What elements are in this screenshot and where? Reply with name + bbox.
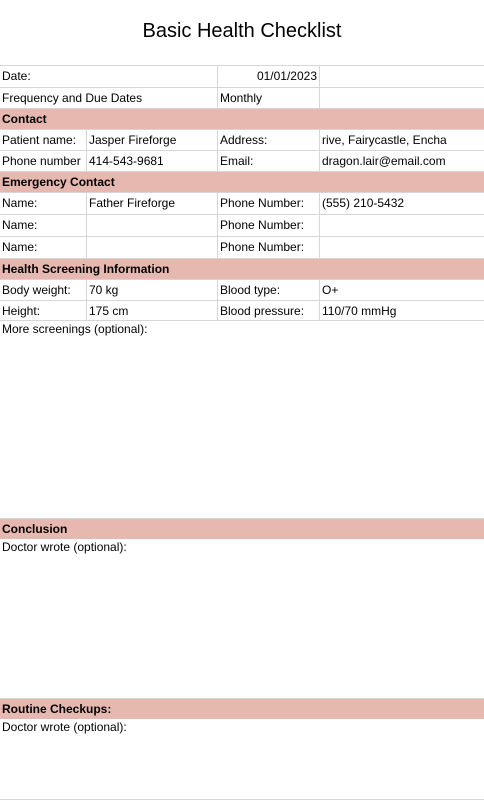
height-value[interactable]: 175 cm [87, 301, 218, 320]
patient-name-value[interactable]: Jasper Fireforge [87, 130, 218, 150]
emergency-name-value[interactable] [87, 215, 218, 236]
checklist-sheet [0, 65, 484, 800]
body-weight-value[interactable]: 70 kg [87, 280, 218, 300]
address-value[interactable]: rive, Fairycastle, Encha [322, 133, 447, 147]
emergency-phone-value[interactable]: (555) 210-5432 [322, 196, 405, 210]
blood-type-value[interactable]: O+ [322, 283, 339, 297]
emergency-phone-value[interactable] [320, 237, 484, 258]
section-conclusion: Conclusion [0, 518, 484, 539]
frequency-empty-cell[interactable] [320, 88, 484, 108]
emergency-phone-value[interactable] [320, 215, 484, 236]
emergency-phone-label[interactable]: Phone Number: [218, 237, 320, 258]
email-value[interactable]: dragon.lair@email.com [322, 154, 446, 168]
frequency-value[interactable]: Monthly [218, 88, 320, 108]
emergency-phone-label[interactable]: Phone Number: [218, 215, 320, 236]
emergency-name-label[interactable]: Name: [0, 237, 87, 258]
blood-type-label[interactable]: Blood type: [218, 280, 320, 300]
date-label[interactable]: Date: [0, 66, 218, 87]
patient-name-label[interactable]: Patient name: [0, 130, 87, 150]
document-title: Basic Health Checklist [142, 20, 342, 42]
section-health-screening: Health Screening Information [0, 258, 484, 279]
emergency-name-label[interactable]: Name: [0, 215, 87, 236]
date-row [0, 65, 484, 87]
date-empty-cell[interactable] [320, 66, 484, 87]
routine-notes-area[interactable] [0, 719, 484, 800]
email-label[interactable]: Email: [218, 151, 320, 171]
phone-number-value[interactable]: 414-543-9681 [87, 151, 218, 171]
body-weight-label[interactable]: Body weight: [0, 280, 87, 300]
more-screenings-label: More screenings (optional): [2, 322, 148, 336]
phone-email-row [0, 150, 484, 171]
conclusion-label: Doctor wrote (optional): [2, 540, 127, 554]
date-value[interactable]: 01/01/2023 [218, 66, 320, 87]
routine-label: Doctor wrote (optional): [2, 720, 127, 734]
emergency-name-value[interactable]: Father Fireforge [87, 193, 218, 214]
more-screenings-area[interactable] [0, 321, 484, 518]
section-contact: Contact [0, 108, 484, 129]
phone-number-label[interactable]: Phone number [0, 151, 87, 171]
blood-pressure-value[interactable]: 110/70 mmHg [322, 304, 397, 318]
emergency-name-value[interactable] [87, 237, 218, 258]
height-label[interactable]: Height: [0, 301, 87, 320]
emergency-name-label[interactable]: Name: [0, 193, 87, 214]
blood-pressure-label[interactable]: Blood pressure: [218, 301, 320, 320]
emergency-phone-label[interactable]: Phone Number: [218, 193, 320, 214]
section-emergency-contact: Emergency Contact [0, 171, 484, 192]
conclusion-notes-area[interactable] [0, 539, 484, 698]
weight-row [0, 279, 484, 300]
emergency-row [0, 236, 484, 258]
frequency-row [0, 87, 484, 108]
frequency-label[interactable]: Frequency and Due Dates [0, 88, 218, 108]
emergency-row [0, 214, 484, 236]
emergency-row [0, 192, 484, 214]
section-routine-checkups: Routine Checkups: [0, 698, 484, 719]
address-label[interactable]: Address: [218, 130, 320, 150]
height-row [0, 300, 484, 321]
patient-row [0, 129, 484, 150]
